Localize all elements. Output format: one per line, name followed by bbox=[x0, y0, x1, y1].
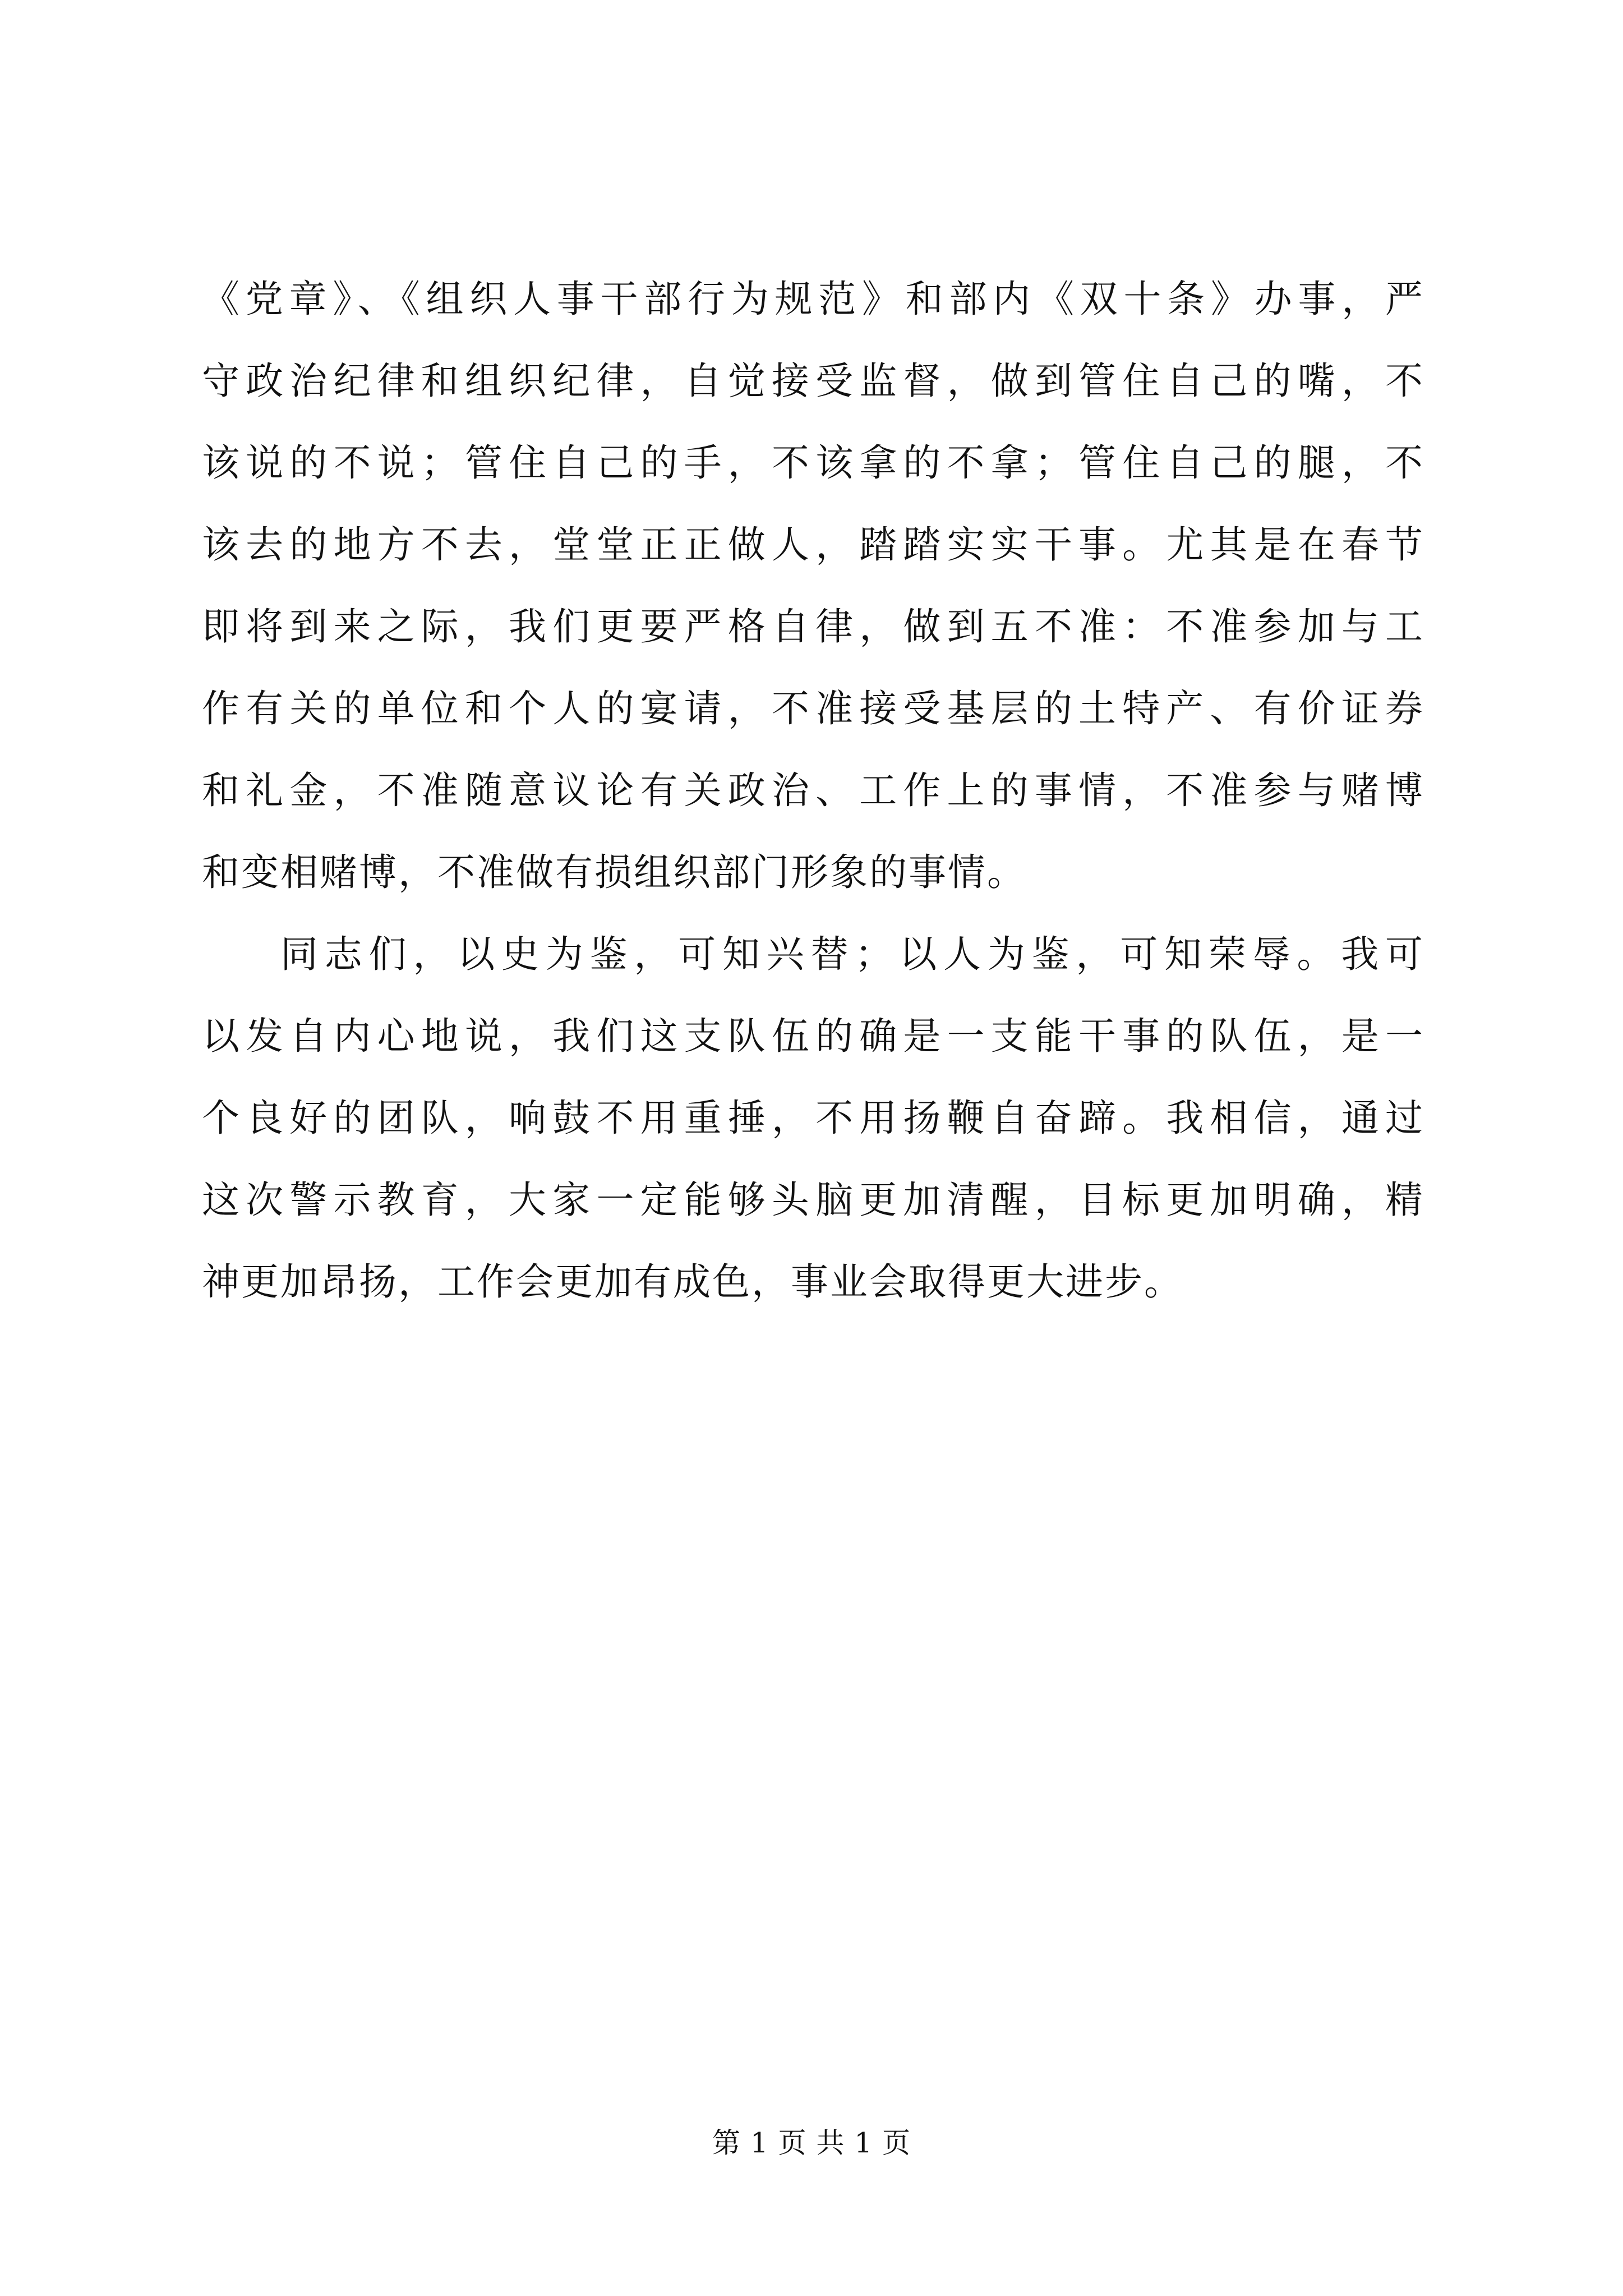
text-line: 该去的地方不去，堂堂正正做人，踏踏实实干事。尤其是在春节 bbox=[202, 523, 1424, 567]
text-line: 即将到来之际，我们更要严格自律，做到五不准：不准参加与工 bbox=[202, 605, 1424, 648]
text-line: 《党章》、《组织人事干部行为规范》和部内《双十条》办事，严 bbox=[202, 277, 1424, 321]
text-line: 守政治纪律和组织纪律，自觉接受监督，做到管住自己的嘴，不 bbox=[202, 359, 1424, 403]
text-line: 同志们，以史为鉴，可知兴替；以人为鉴，可知荣辱。我可 bbox=[280, 932, 1424, 976]
text-line: 神更加昂扬，工作会更加有成色，事业会取得更大进步。 bbox=[202, 1260, 1183, 1304]
text-line: 这次警示教育，大家一定能够头脑更加清醒，目标更加明确，精 bbox=[202, 1178, 1424, 1222]
document-body bbox=[202, 258, 1424, 1323]
page-footer: 第 1 页 共 1 页 bbox=[712, 2127, 911, 2159]
text-line: 和礼金，不准随意议论有关政治、工作上的事情，不准参与赌博 bbox=[202, 769, 1424, 812]
text-line: 该说的不说；管住自己的手，不该拿的不拿；管住自己的腿，不 bbox=[202, 441, 1424, 485]
text-line: 作有关的单位和个人的宴请，不准接受基层的土特产、有价证券 bbox=[202, 687, 1424, 730]
text-line: 以发自内心地说，我们这支队伍的确是一支能干事的队伍，是一 bbox=[202, 1014, 1424, 1058]
text-line: 和变相赌博，不准做有损组织部门形象的事情。 bbox=[202, 850, 1026, 894]
text-line: 个良好的团队，响鼓不用重捶，不用扬鞭自奋蹄。我相信，通过 bbox=[202, 1096, 1424, 1140]
